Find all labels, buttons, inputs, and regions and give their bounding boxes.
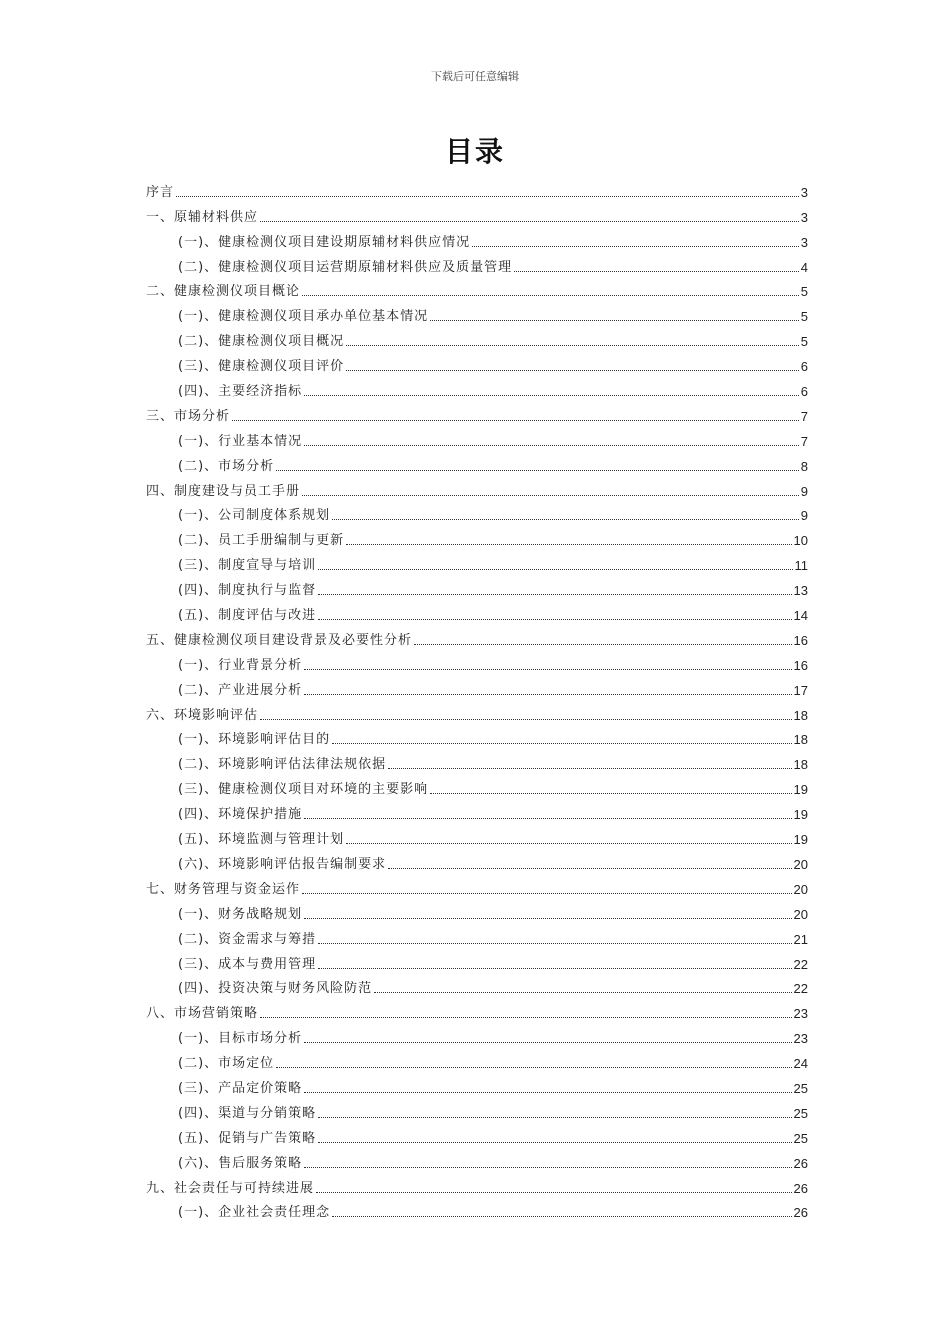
toc-entry-page-number: 5	[800, 284, 808, 300]
dot-leader	[304, 918, 791, 919]
toc-entry-label: (三)、健康检测仪项目评价	[178, 359, 345, 375]
toc-entry-page-number: 25	[793, 1080, 808, 1096]
toc-entry-page-number: 16	[793, 657, 808, 673]
toc-entry-page-number: 5	[800, 309, 808, 325]
dot-leader	[276, 1067, 791, 1068]
toc-entry[interactable]	[146, 475, 808, 500]
toc-entry-label: (二)、健康检测仪项目概况	[178, 334, 345, 350]
toc-entry-label: (二)、产业进展分析	[178, 682, 303, 698]
toc-entry-label: 九、社会责任与可持续进展	[146, 1180, 315, 1196]
toc-entry-label: (四)、环境保护措施	[178, 807, 303, 823]
toc-entry-page-number: 18	[793, 707, 808, 723]
toc-entry-page-number: 20	[793, 881, 808, 897]
toc-entry[interactable]	[146, 898, 808, 923]
toc-entry-label: (一)、环境影响评估目的	[178, 732, 331, 748]
toc-entry-label: (五)、促销与广告策略	[178, 1130, 317, 1146]
toc-entry-page-number: 22	[793, 956, 808, 972]
toc-entry[interactable]	[146, 624, 808, 649]
toc-entry[interactable]	[146, 1122, 808, 1147]
toc-entry-label: (四)、制度执行与监督	[178, 583, 317, 599]
toc-entry-page-number: 9	[800, 508, 808, 524]
toc-entry-page-number: 19	[793, 832, 808, 848]
toc-entry-page-number: 5	[800, 334, 808, 350]
toc-entry-label: (五)、制度评估与改进	[178, 608, 317, 624]
toc-entry[interactable]	[146, 699, 808, 724]
toc-entry[interactable]	[146, 948, 808, 973]
dot-leader	[514, 271, 799, 272]
dot-leader	[346, 843, 791, 844]
toc-entry-page-number: 17	[793, 682, 808, 698]
toc-entry-page-number: 9	[800, 483, 808, 499]
toc-entry-label: (四)、投资决策与财务风险防范	[178, 981, 373, 997]
toc-entry[interactable]	[146, 1147, 808, 1172]
dot-leader	[388, 868, 791, 869]
toc-entry-page-number: 20	[793, 856, 808, 872]
toc-entry-page-number: 3	[800, 184, 808, 200]
toc-entry[interactable]	[146, 973, 808, 998]
dot-leader	[304, 1042, 791, 1043]
toc-entry-label: (一)、财务战略规划	[178, 906, 303, 922]
toc-entry-page-number: 3	[800, 209, 808, 225]
toc-entry[interactable]	[146, 325, 808, 350]
toc-entry[interactable]	[146, 276, 808, 301]
toc-entry-page-number: 10	[793, 533, 808, 549]
toc-entry-label: (二)、市场分析	[178, 458, 275, 474]
toc-entry[interactable]	[146, 226, 808, 251]
toc-entry[interactable]	[146, 300, 808, 325]
dot-leader	[260, 221, 799, 222]
toc-entry[interactable]	[146, 500, 808, 525]
toc-entry-label: (一)、健康检测仪项目建设期原辅材料供应情况	[178, 234, 471, 250]
toc-entry[interactable]	[146, 649, 808, 674]
toc-entry[interactable]	[146, 251, 808, 276]
toc-entry-label: 六、环境影响评估	[146, 707, 259, 723]
dot-leader	[346, 544, 791, 545]
toc-entry[interactable]	[146, 201, 808, 226]
toc-entry-page-number: 18	[793, 732, 808, 748]
dot-leader	[260, 1017, 792, 1018]
toc-entry[interactable]	[146, 350, 808, 375]
dot-leader	[304, 818, 791, 819]
toc-entry-label: 八、市场营销策略	[146, 1006, 259, 1022]
toc-entry-label: (五)、环境监测与管理计划	[178, 832, 345, 848]
dot-leader	[304, 1167, 791, 1168]
dot-leader	[318, 1117, 791, 1118]
toc-entry-page-number: 13	[793, 583, 808, 599]
toc-entry-page-number: 26	[793, 1155, 808, 1171]
dot-leader	[304, 395, 799, 396]
toc-entry[interactable]	[146, 1172, 808, 1197]
toc-entry-page-number: 20	[793, 906, 808, 922]
toc-entry-page-number: 25	[793, 1105, 808, 1121]
toc-entry[interactable]	[146, 1197, 808, 1222]
toc-entry-label: (三)、成本与费用管理	[178, 956, 317, 972]
toc-entry[interactable]	[146, 923, 808, 948]
toc-entry[interactable]	[146, 375, 808, 400]
toc-entry[interactable]	[146, 748, 808, 773]
toc-entry-label: (二)、健康检测仪项目运营期原辅材料供应及质量管理	[178, 259, 513, 275]
dot-leader	[346, 345, 799, 346]
toc-entry-label: 七、财务管理与资金运作	[146, 881, 301, 897]
page-title: 目录	[444, 135, 505, 168]
toc-entry-page-number: 26	[793, 1205, 808, 1221]
toc-entry[interactable]	[146, 1072, 808, 1097]
toc-entry-label: (二)、环境影响评估法律法规依据	[178, 757, 387, 773]
toc-entry[interactable]	[146, 1097, 808, 1122]
dot-leader	[472, 246, 799, 247]
toc-entry[interactable]	[146, 425, 808, 450]
toc-entry-label: 五、健康检测仪项目建设背景及必要性分析	[146, 632, 413, 648]
toc-entry-page-number: 7	[800, 433, 808, 449]
toc-entry-label: (一)、公司制度体系规划	[178, 508, 331, 524]
toc-entry[interactable]	[146, 1047, 808, 1072]
toc-entry-label: (二)、资金需求与筹措	[178, 931, 317, 947]
toc-entry-page-number: 6	[800, 384, 808, 400]
dot-leader	[332, 743, 791, 744]
toc-entry[interactable]	[146, 798, 808, 823]
toc-entry-page-number: 21	[793, 931, 808, 947]
toc-entry-label: (四)、渠道与分销策略	[178, 1105, 317, 1121]
dot-leader	[430, 793, 791, 794]
toc-entry-label: (四)、主要经济指标	[178, 384, 303, 400]
dot-leader	[374, 992, 791, 993]
toc-entry-page-number: 19	[793, 807, 808, 823]
toc-entry[interactable]	[146, 574, 808, 599]
toc-entry[interactable]	[146, 524, 808, 549]
toc-entry-page-number: 6	[800, 359, 808, 375]
dot-leader	[304, 1092, 791, 1093]
dot-leader	[388, 768, 791, 769]
dot-leader	[430, 320, 799, 321]
toc-entry[interactable]	[146, 176, 808, 201]
toc-entry-page-number: 11	[794, 558, 808, 574]
toc-entry-label: (一)、企业社会责任理念	[178, 1205, 331, 1221]
toc-entry-label: 二、健康检测仪项目概论	[146, 284, 301, 300]
toc-entry-page-number: 7	[800, 408, 808, 424]
toc-entry-label: 四、制度建设与员工手册	[146, 483, 301, 499]
toc-entry-label: (三)、健康检测仪项目对环境的主要影响	[178, 782, 429, 798]
toc-entry-page-number: 19	[793, 782, 808, 798]
toc-entry-page-number: 14	[793, 608, 808, 624]
toc-entry-label: (三)、产品定价策略	[178, 1080, 303, 1096]
dot-leader	[302, 495, 799, 496]
toc-entry-page-number: 23	[793, 1006, 808, 1022]
dot-leader	[318, 594, 791, 595]
toc-entry[interactable]	[146, 773, 808, 798]
dot-leader	[332, 519, 799, 520]
toc-entry-label: 序言	[146, 184, 175, 200]
toc-entry[interactable]	[146, 400, 808, 425]
toc-entry[interactable]	[146, 674, 808, 699]
dot-leader	[346, 370, 799, 371]
toc-entry-label: (二)、市场定位	[178, 1056, 275, 1072]
dot-leader	[332, 1216, 791, 1217]
dot-leader	[318, 968, 791, 969]
toc-entry[interactable]	[146, 848, 808, 873]
toc-entry[interactable]	[146, 549, 808, 574]
toc-entry-page-number: 24	[793, 1056, 808, 1072]
toc-entry[interactable]	[146, 873, 808, 898]
toc-entry-label: 三、市场分析	[146, 408, 231, 424]
toc-entry-page-number: 23	[793, 1031, 808, 1047]
toc-entry[interactable]	[146, 724, 808, 749]
dot-leader	[318, 569, 792, 570]
toc-entry-page-number: 18	[793, 757, 808, 773]
dot-leader	[318, 619, 791, 620]
dot-leader	[176, 196, 799, 197]
dot-leader	[260, 719, 792, 720]
dot-leader	[318, 1142, 791, 1143]
dot-leader	[304, 694, 791, 695]
toc-entry-page-number: 8	[800, 458, 808, 474]
toc-entry-label: (一)、健康检测仪项目承办单位基本情况	[178, 309, 429, 325]
toc-entry-label: (三)、制度宣导与培训	[178, 558, 317, 574]
toc-entry-label: (六)、环境影响评估报告编制要求	[178, 856, 387, 872]
toc-entry-page-number: 3	[800, 234, 808, 250]
toc-entry-label: (二)、员工手册编制与更新	[178, 533, 345, 549]
dot-leader	[304, 669, 791, 670]
toc-entry[interactable]	[146, 997, 808, 1022]
dot-leader	[414, 644, 792, 645]
dot-leader	[302, 295, 799, 296]
dot-leader	[276, 470, 799, 471]
toc-entry-page-number: 26	[793, 1180, 808, 1196]
dot-leader	[318, 943, 791, 944]
toc-entry-page-number: 22	[793, 981, 808, 997]
dot-leader	[316, 1192, 792, 1193]
toc-entry-label: 一、原辅材料供应	[146, 209, 259, 225]
toc-entry-page-number: 4	[800, 259, 808, 275]
toc-entry-page-number: 25	[793, 1130, 808, 1146]
dot-leader	[302, 893, 792, 894]
dot-leader	[304, 445, 799, 446]
table-of-contents	[146, 176, 808, 1221]
toc-entry[interactable]	[146, 823, 808, 848]
toc-entry[interactable]	[146, 450, 808, 475]
toc-entry[interactable]	[146, 599, 808, 624]
toc-entry-label: (一)、行业基本情况	[178, 433, 303, 449]
toc-entry[interactable]	[146, 1022, 808, 1047]
header-note: 下载后可任意编辑	[431, 70, 519, 83]
toc-entry-label: (一)、目标市场分析	[178, 1031, 303, 1047]
dot-leader	[232, 420, 799, 421]
toc-entry-label: (六)、售后服务策略	[178, 1155, 303, 1171]
toc-entry-page-number: 16	[793, 632, 808, 648]
toc-entry-label: (一)、行业背景分析	[178, 657, 303, 673]
